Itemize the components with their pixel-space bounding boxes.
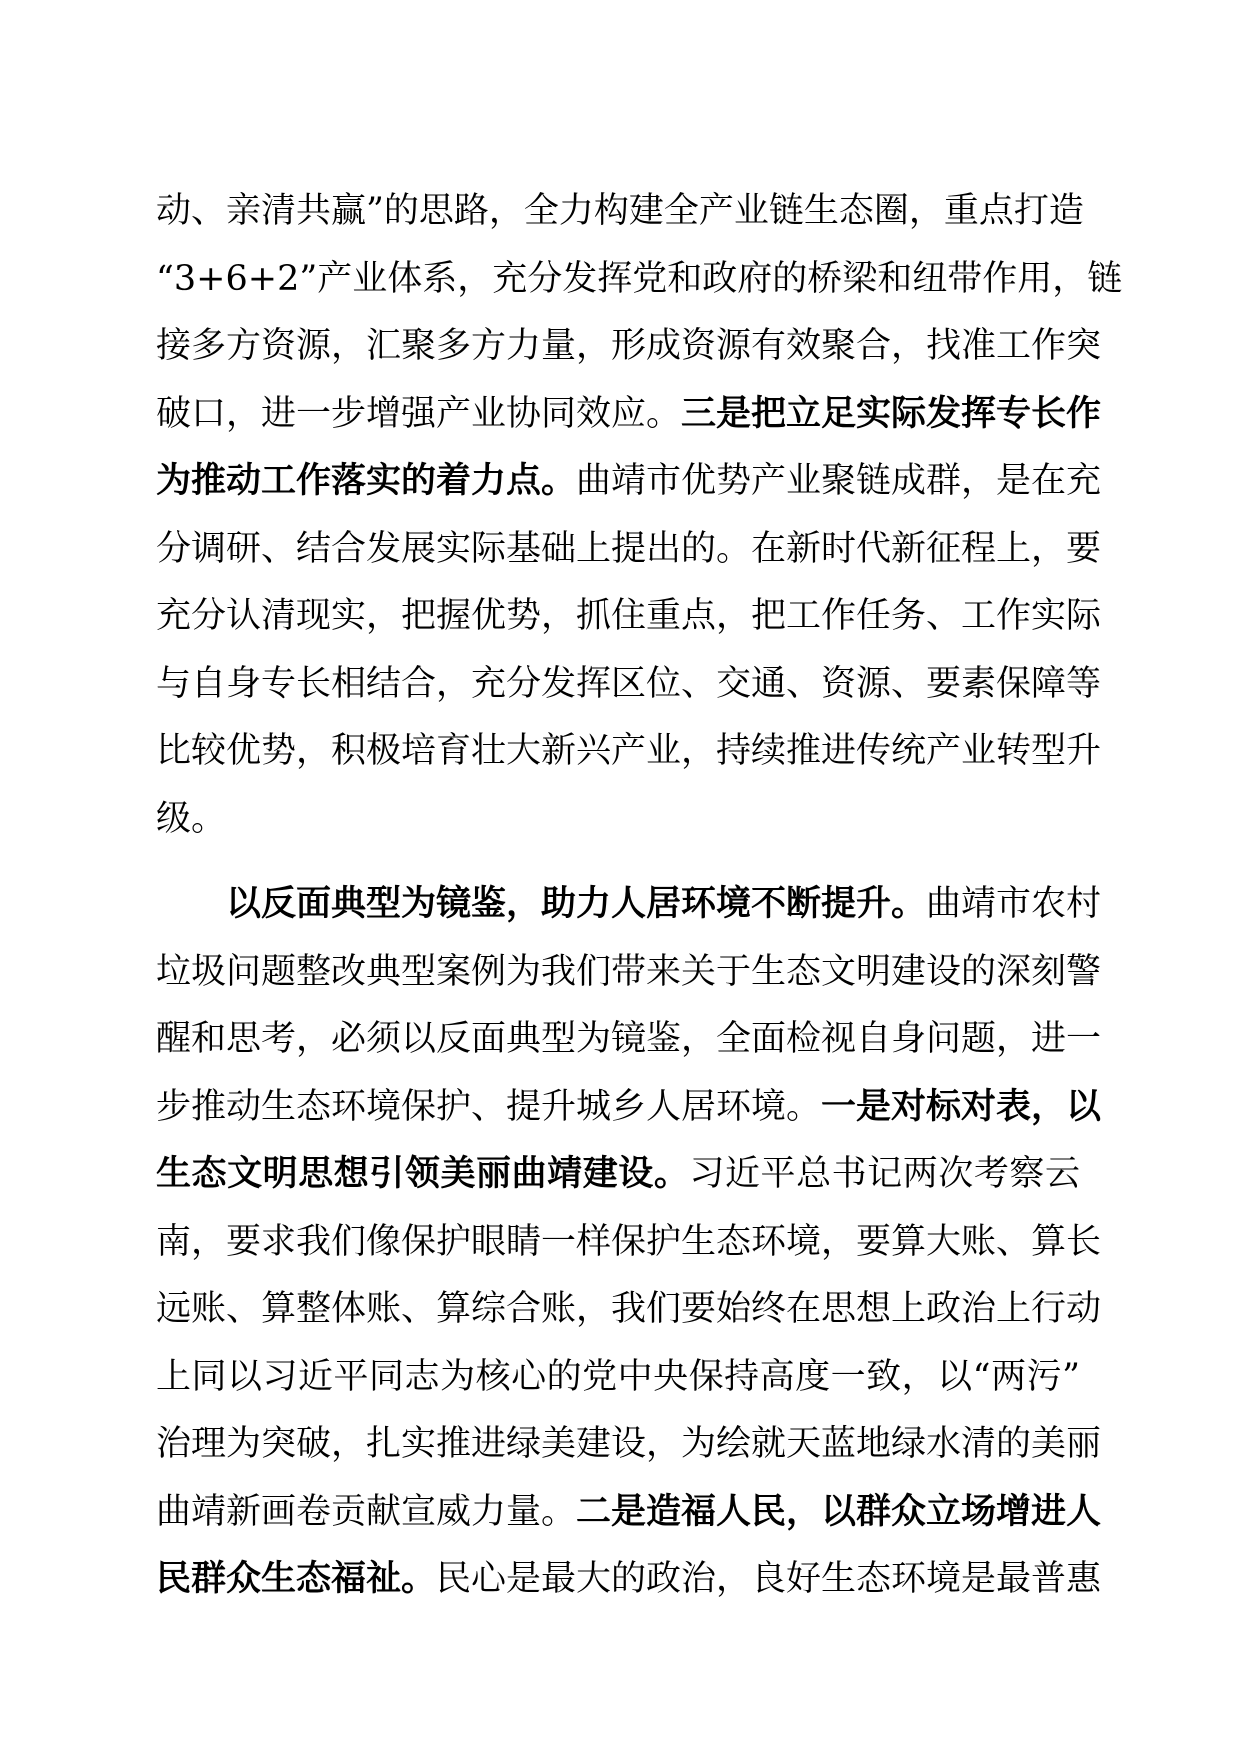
text-line: 远账、算整体账、算综合账，我们要始终在思想上政治上行动 <box>156 1289 1102 1329</box>
text-line <box>156 1479 1102 1547</box>
text-run: 民心是最大的政治，良好生态环境是最普惠 <box>436 1559 1102 1599</box>
text-run: 习近平总书记两次考察云 <box>689 1154 1080 1194</box>
bold-heading: 二是造福人民，以群众立场增进人 <box>576 1491 1102 1532</box>
text-run: 曲靖市优势产业聚链成群，是在充 <box>576 461 1102 501</box>
text-line <box>156 1074 1102 1142</box>
text-line <box>156 1546 1102 1614</box>
text-line <box>156 381 1102 449</box>
bold-heading: 生态文明思想引领美丽曲靖建设。 <box>156 1154 690 1194</box>
text-line: 与自身专长相结合，充分发挥区位、交通、资源、要素保障等 <box>156 663 1102 704</box>
paragraph-spacer <box>156 853 1080 871</box>
bold-heading: 民群众生态福祉。 <box>156 1559 437 1599</box>
text-line: 南，要求我们像保护眼睛一样保护生态环境，要算大账、算长 <box>156 1221 1102 1262</box>
text-line: 分调研、结合发展实际基础上提出的。在新时代新征程上，要 <box>156 528 1102 569</box>
text-line <box>156 1141 1080 1209</box>
bold-heading: 为推动工作落实的着力点。 <box>156 461 577 501</box>
text-line: 级。 <box>156 798 227 839</box>
text-run: 破口，进一步增强产业协同效应。 <box>156 393 682 434</box>
text-line <box>156 448 1102 516</box>
text-line <box>156 871 1102 939</box>
text-line: 治理为突破，扎实推进绿美建设，为绘就天蓝地绿水清的美丽 <box>156 1424 1102 1464</box>
paragraph-industry-chain <box>156 178 1123 853</box>
bold-heading: 三是把立足实际发挥专长作 <box>681 393 1102 434</box>
text-run: 曲靖新画卷贡献宣威力量。 <box>156 1491 577 1532</box>
bold-heading: 以反面典型为镜鉴，助力人居环境不断提升。 <box>226 884 927 924</box>
body-text <box>156 178 1123 1614</box>
text-line: 接多方资源，汇聚多方力量，形成资源有效聚合，找准工作突 <box>156 326 1102 366</box>
paragraph-living-environment <box>156 871 1102 1614</box>
text-line: 垃圾问题整改典型案例为我们带来关于生态文明建设的深刻警 <box>156 951 1102 992</box>
text-run: 曲靖市农村 <box>926 884 1102 924</box>
text-line: 动、亲清共赢”的思路，全力构建全产业链生态圈，重点打造 <box>156 191 1084 231</box>
text-line: 比较优势，积极培育壮大新兴产业，持续推进传统产业转型升 <box>156 731 1102 771</box>
text-line: 醒和思考，必须以反面典型为镜鉴，全面检视自身问题，进一 <box>156 1019 1102 1059</box>
text-line: 充分认清现实，把握优势，抓住重点，把工作任务、工作实际 <box>156 596 1102 636</box>
text-line: 上同以习近平同志为核心的党中央保持高度一致，以“两污” <box>156 1356 1080 1397</box>
text-line: “3+6+2”产业体系，充分发挥党和政府的桥梁和纽带作用，链 <box>156 258 1123 299</box>
bold-heading: 一是对标对表，以 <box>821 1086 1102 1127</box>
text-run: 步推动生态环境保护、提升城乡人居环境。 <box>156 1086 822 1127</box>
